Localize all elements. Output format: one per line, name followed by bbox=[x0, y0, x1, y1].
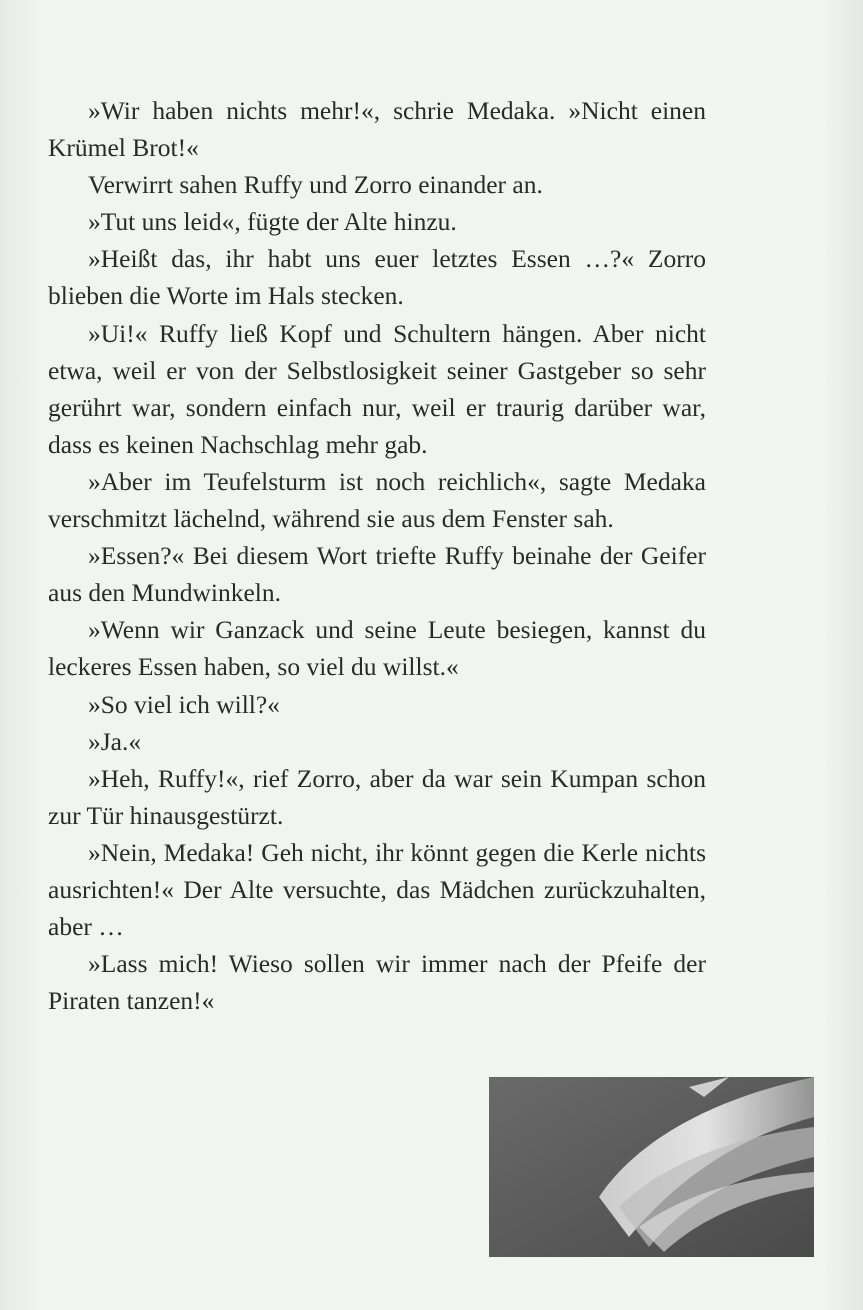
paragraph: »Wir haben nichts mehr!«, schrie Medaka. »Nicht einen Krümel Brot!« bbox=[48, 96, 706, 163]
body-text bbox=[48, 92, 706, 1019]
paragraph: »Essen?« Bei diesem Wort triefte Ruffy beinahe der Geifer aus den Mundwinkeln. bbox=[48, 541, 706, 608]
paragraph: »So viel ich will?« bbox=[88, 689, 280, 719]
paragraph: »Ui!« Ruffy ließ Kopf und Schultern hängen. Aber nicht etwa, weil er von der Selbstlosigkeit seiner Gastgeber so sehr gerührt war, sondern einfach nur, weil er traurig darüber war, dass es keinen Nachschlag mehr gab. bbox=[48, 318, 706, 459]
paragraph: Verwirrt sahen Ruffy und Zorro einander an. bbox=[88, 170, 543, 200]
blade-illustration bbox=[489, 1077, 814, 1257]
paragraph: »Ja.« bbox=[88, 726, 142, 756]
paragraph: »Aber im Teufelsturm ist noch reichlich«, sagte Medaka verschmitzt lächelnd, während sie aus dem Fenster sah. bbox=[48, 466, 706, 534]
paragraph: »Nein, Medaka! Geh nicht, ihr könnt gegen die Kerle nichts ausrichten!« Der Alte versuchte, das Mädchen zurückzuhalten, aber … bbox=[48, 837, 706, 942]
paragraph: »Tut uns leid«, fügte der Alte hinzu. bbox=[88, 207, 457, 237]
paragraph: »Heh, Ruffy!«, rief Zorro, aber da war sein Kumpan schon zur Tür hinausgestürzt. bbox=[48, 763, 706, 830]
illustration-fragment bbox=[489, 1077, 814, 1257]
paragraph: »Heißt das, ihr habt uns euer letztes Essen …?« Zorro blieben die Worte im Hals stecken. bbox=[48, 244, 706, 311]
paragraph: »Lass mich! Wieso sollen wir immer nach der Pfeife der Piraten tanzen!« bbox=[48, 949, 706, 1016]
paragraph: »Wenn wir Ganzack und seine Leute besiegen, kannst du leckeres Essen haben, so viel du willst.« bbox=[48, 615, 706, 682]
